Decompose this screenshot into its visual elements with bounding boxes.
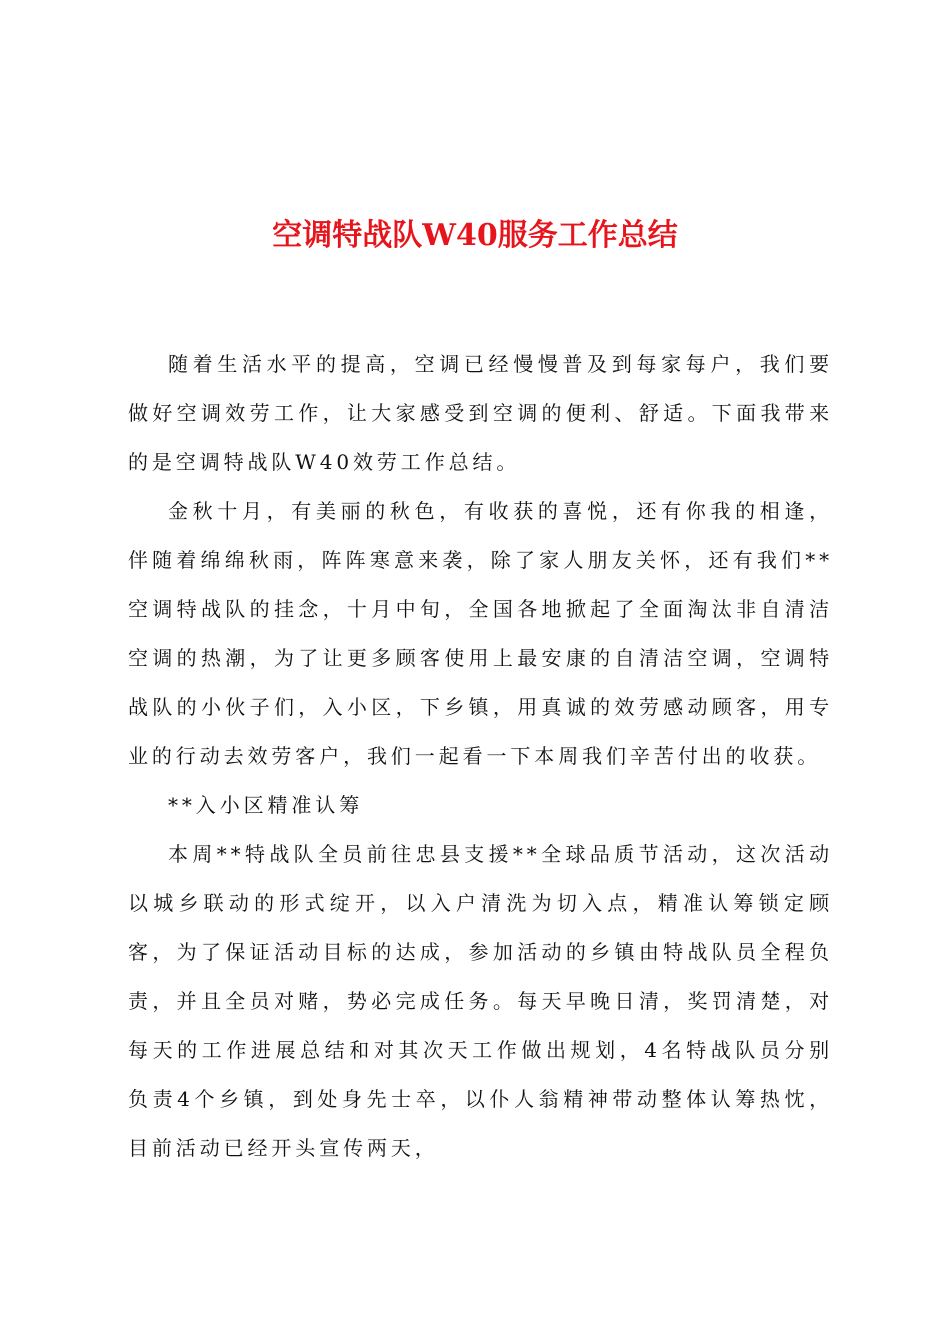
paragraph-intro: 随着生活水平的提高，空调已经慢慢普及到每家每户，我们要做好空调效劳工作，让大家感受到空调的便利、舒适。下面我带来的是空调特战队W40效劳工作总结。: [128, 352, 833, 474]
section-heading: **入小区精准认筹: [168, 793, 364, 817]
document-body: [128, 340, 833, 1173]
document-title: 空调特战队W40服务工作总结: [272, 218, 678, 253]
paragraph-october: 金秋十月，有美丽的秋色，有收获的喜悦，还有你我的相逢，伴随着绵绵秋雨，阵阵寒意来袭，除了家人朋友关怀，还有我们**空调特战队的挂念，十月中旬，全国各地掀起了全面淘汰非自清洁空调的热潮，为了让更多顾客使用上最安康的自清洁空调，空调特战队的小伙子们，入小区，下乡镇，用真诚的效劳感动顾客，用专业的行动去效劳客户，我们一起看一下本周我们辛苦付出的收获。: [128, 499, 833, 768]
paragraph-activity: 本周**特战队全员前往忠县支援**全球品质节活动，这次活动以城乡联动的形式绽开，以入户清洗为切入点，精准认筹锁定顾客，为了保证活动目标的达成，参加活动的乡镇由特战队员全程负责，并且全员对赌，势必完成任务。每天早晚日清，奖罚清楚，对每天的工作进展总结和对其次天工作做出规划，4名特战队员分别负责4个乡镇，到处身先士卒，以仆人翁精神带动整体认筹热忱，目前活动已经开头宣传两天，: [128, 842, 833, 1160]
